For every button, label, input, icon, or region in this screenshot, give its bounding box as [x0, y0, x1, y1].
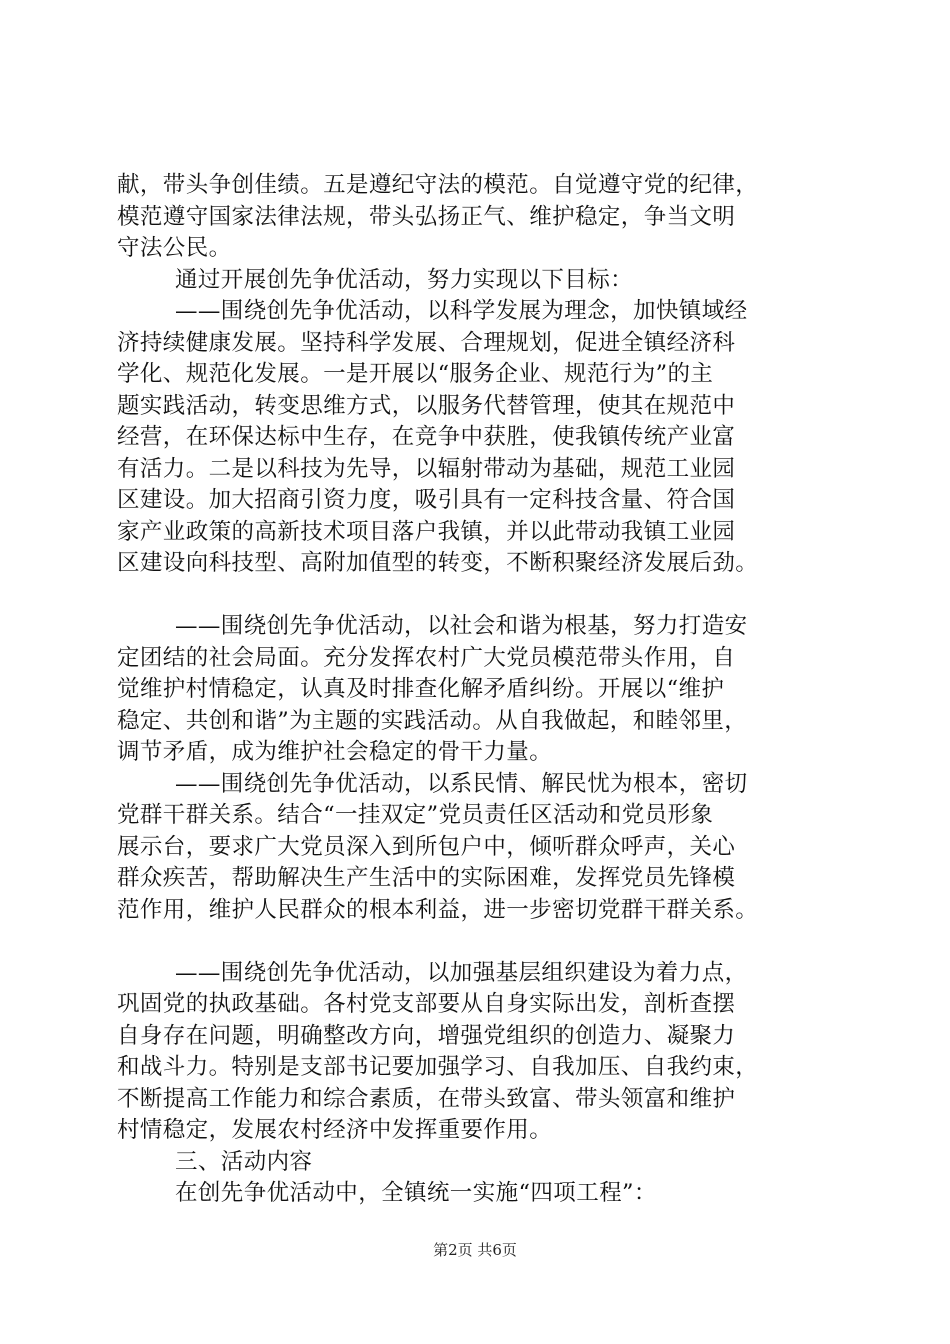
text-line: ——围绕创先争优活动，以科学发展为理念，加快镇域经 [175, 298, 748, 324]
text-line: 济持续健康发展。坚持科学发展、合理规划，促进全镇经济科 [117, 329, 736, 356]
document-body [117, 170, 852, 1210]
text-line: 自身存在问题，明确整改方向，增强党组织的创造力、凝聚力 [117, 1022, 736, 1049]
text-line: 通过开展创先争优活动，努力实现以下目标： [175, 266, 634, 293]
page-number: 第2页 共6页 [433, 1241, 517, 1259]
text-line: ——围绕创先争优活动，以加强基层组织建设为着力点， [175, 959, 748, 986]
text-line: 家产业政策的高新技术项目落户我镇，并以此带动我镇工业园 [117, 518, 736, 545]
text-line: 觉维护村情稳定，认真及时排查化解矛盾纠纷。开展以“维护 [117, 676, 725, 702]
text-line: 调节矛盾，成为维护社会稳定的骨干力量。 [117, 739, 553, 765]
text-line: 范作用，维护人民群众的根本利益，进一步密切党群干群关系。 [117, 896, 759, 923]
paragraph-gap [117, 580, 852, 612]
text-line: 区建设向科技型、高附加值型的转变，不断积聚经济发展后劲。 [117, 550, 759, 576]
text-line: 献，带头争创佳绩。五是遵纪守法的模范。自觉遵守党的纪律， [117, 172, 759, 198]
text-line: 展示台，要求广大党员深入到所包户中，倾听群众呼声，关心 [117, 833, 736, 860]
text-line: 定团结的社会局面。充分发挥农村广大党员模范带头作用，自 [117, 644, 736, 671]
text-line: 经营，在环保达标中生存，在竞争中获胜，使我镇传统产业富 [117, 424, 736, 450]
text-line: 守法公民。 [117, 235, 232, 261]
section-heading: 三、活动内容 [175, 1148, 313, 1175]
text-line: 群众疾苦，帮助解决生产生活中的实际困难，发挥党员先锋模 [117, 865, 736, 891]
text-line: 模范遵守国家法律法规，带头弘扬正气、维护稳定，争当文明 [117, 203, 736, 230]
text-line: ——围绕创先争优活动，以社会和谐为根基，努力打造安 [175, 613, 748, 639]
text-line: 题实践活动，转变思维方式，以服务代替管理，使其在规范中 [117, 392, 736, 419]
text-line: 区建设。加大招商引资力度，吸引具有一定科技含量、符合国 [117, 487, 736, 513]
text-line: 稳定、共创和谐”为主题的实践活动。从自我做起，和睦邻里， [117, 707, 748, 734]
paragraph-gap [117, 926, 852, 958]
text-line: 学化、规范化发展。一是开展以“服务企业、规范行为”的主 [117, 361, 714, 387]
text-line: 巩固党的执政基础。各村党支部要从自身实际出发，剖析查摆 [117, 991, 736, 1017]
text-line: 村情稳定，发展农村经济中发挥重要作用。 [117, 1117, 553, 1143]
text-line: 不断提高工作能力和综合素质，在带头致富、带头领富和维护 [117, 1085, 736, 1112]
text-line: 有活力。二是以科技为先导，以辐射带动为基础，规范工业园 [117, 455, 736, 482]
text-line: 在创先争优活动中，全镇统一实施“四项工程”： [175, 1180, 657, 1206]
text-line: 党群干群关系。结合“一挂双定”党员责任区活动和党员形象 [117, 802, 714, 828]
text-line: 和战斗力。特别是支部书记要加强学习、自我加压、自我约束， [117, 1054, 759, 1080]
text-line: ——围绕创先争优活动，以系民情、解民忧为根本，密切 [175, 770, 748, 797]
